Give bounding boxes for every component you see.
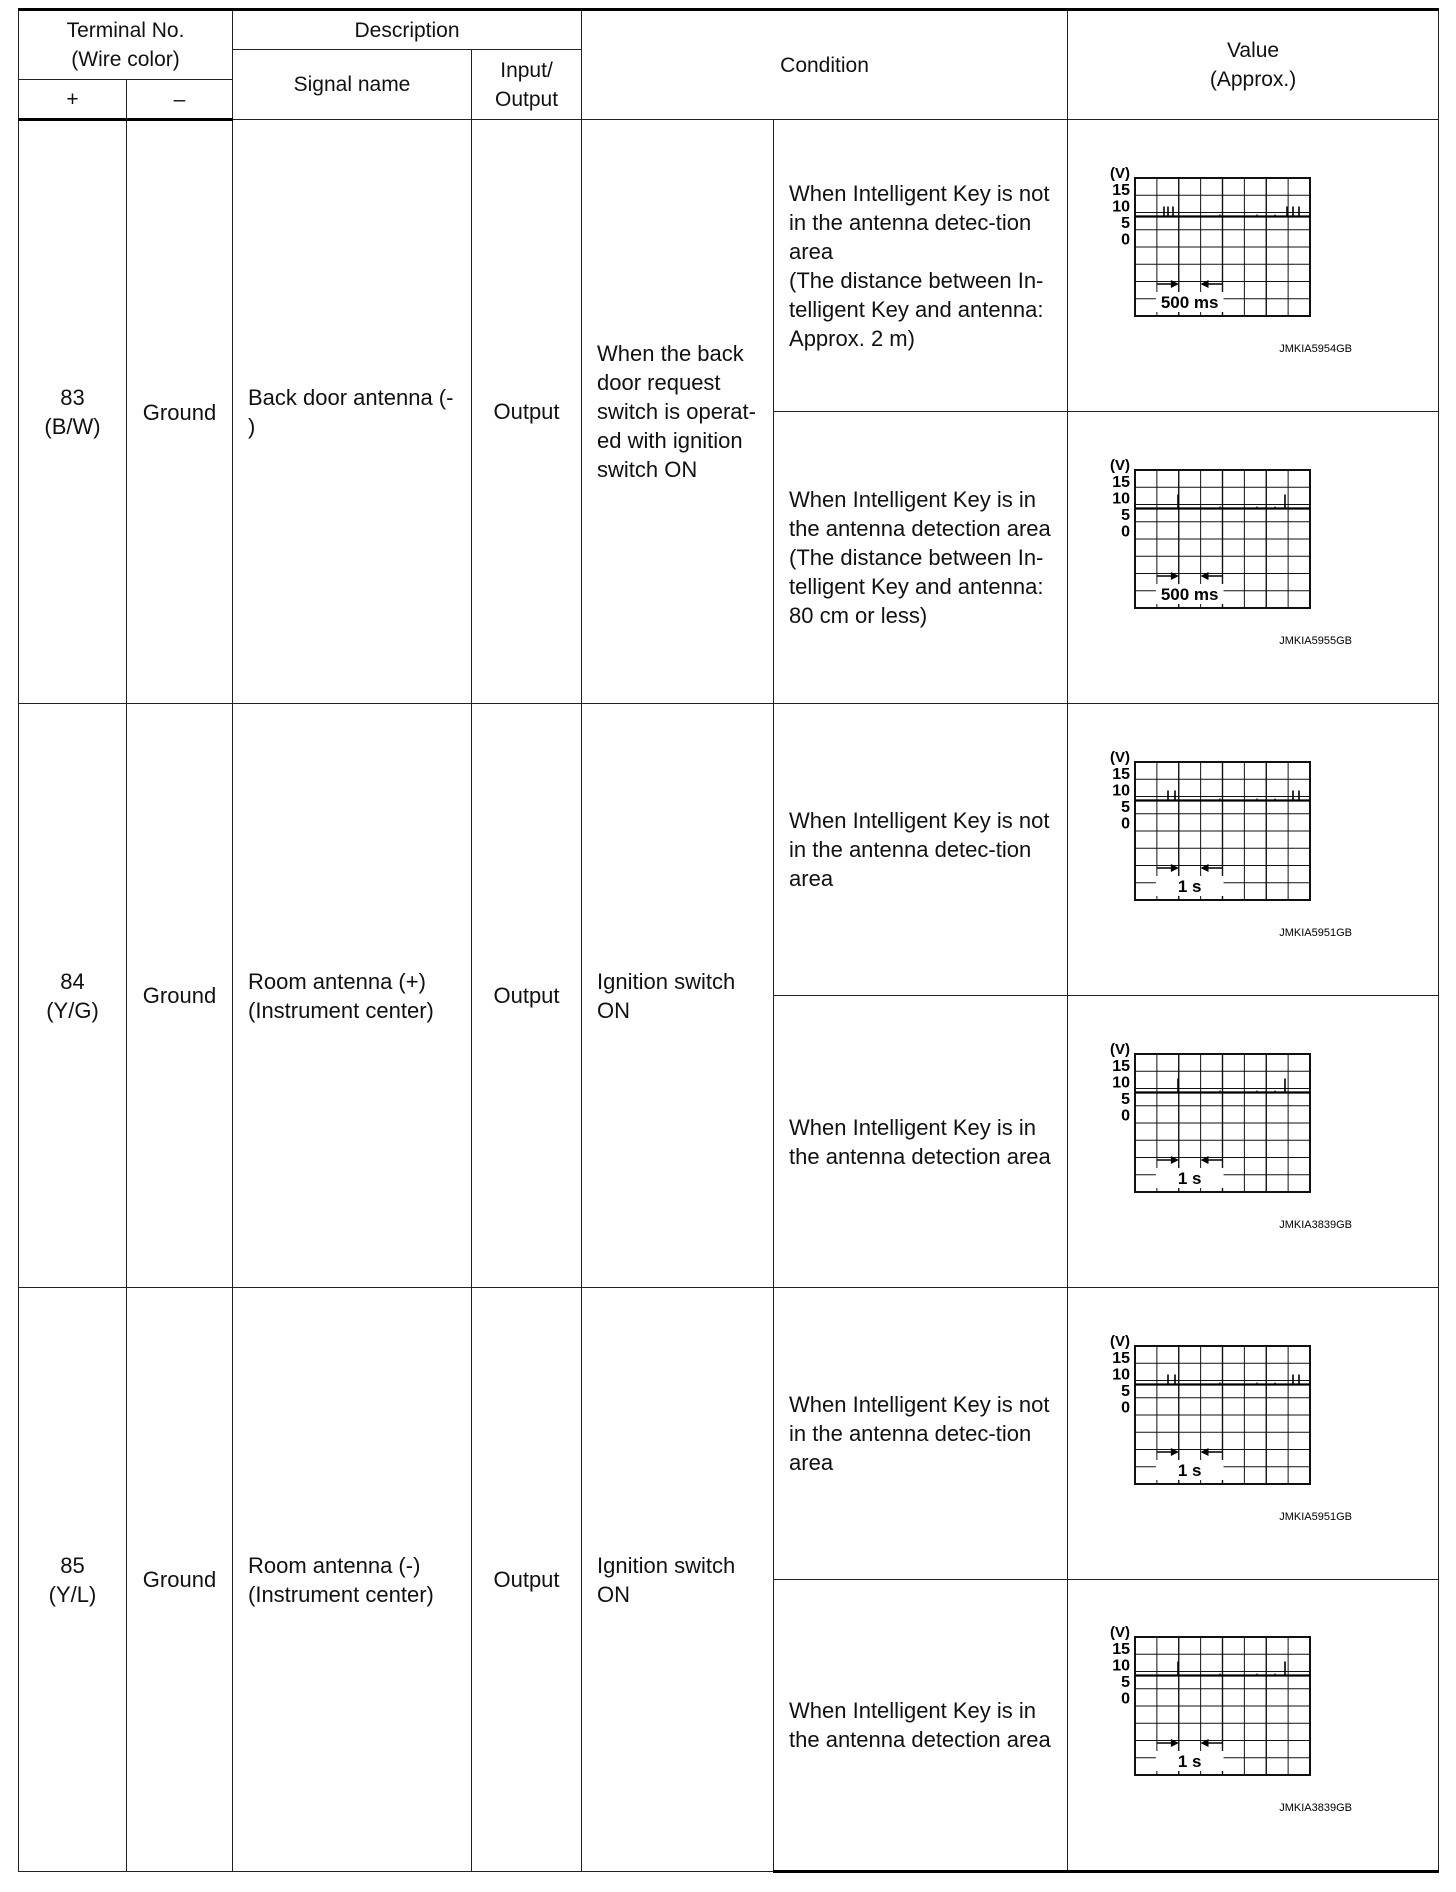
volt-label: (V): [1110, 1333, 1131, 1350]
main-condition: Ignition switch ON: [582, 704, 774, 1288]
terminal-spec-table: [18, 8, 1438, 1878]
volt-label: (V): [1110, 1041, 1131, 1058]
y-tick-label: 15: [1112, 473, 1131, 491]
header-terminal-no: Terminal No. (Wire color): [19, 10, 233, 80]
y-tick-label: 15: [1112, 765, 1131, 783]
table-row: [19, 1288, 1439, 1580]
ground-terminal: Ground: [127, 120, 233, 704]
volt-label: (V): [1110, 749, 1131, 766]
sub-condition: When Intelligent Key is not in the antenna detec-tion area: [774, 1288, 1068, 1580]
main-condition: Ignition switch ON: [582, 1288, 774, 1872]
y-tick-label: 0: [1121, 231, 1131, 248]
y-tick-label: 5: [1121, 1674, 1131, 1691]
waveform-cell: [1068, 996, 1439, 1288]
volt-label: (V): [1110, 1625, 1131, 1641]
time-scale-label: 500 ms: [1160, 584, 1219, 604]
y-tick-label: 5: [1121, 1382, 1131, 1400]
y-tick-label: 15: [1112, 1057, 1131, 1075]
time-scale-label: 500 ms: [1160, 292, 1219, 312]
ground-terminal: Ground: [127, 1288, 233, 1872]
volt-label: (V): [1110, 457, 1131, 474]
table-row: [19, 120, 1439, 412]
y-tick-label: 0: [1121, 1107, 1131, 1124]
y-tick-label: 0: [1121, 1690, 1131, 1708]
sub-condition: When Intelligent Key is in the antenna detection area: [774, 996, 1068, 1288]
signal-name: Back door antenna (- ): [233, 120, 472, 704]
sub-condition: When Intelligent Key is in the antenna detection area (The distance between In-telligent Key and antenna: 80 cm or less): [774, 412, 1068, 704]
terminal-number: 83 (B/W): [19, 120, 127, 704]
waveform-graph: [1110, 1334, 1410, 1534]
signal-name: Room antenna (+) (Instrument center): [233, 704, 472, 1288]
header-condition: Condition: [582, 10, 1068, 120]
waveform-cell: [1068, 704, 1439, 996]
waveform-cell: [1068, 120, 1439, 412]
sub-condition: When Intelligent Key is in the antenna detection area: [774, 1580, 1068, 1872]
terminal-number: 85 (Y/L): [19, 1288, 127, 1872]
y-tick-label: 10: [1112, 1366, 1131, 1383]
time-scale-label: 1 s: [1177, 876, 1202, 896]
y-tick-label: 0: [1121, 1399, 1131, 1416]
figure-code: JMKIA3839GB: [1279, 1802, 1353, 1814]
input-output: Output: [472, 704, 582, 1288]
waveform-graph: [1110, 1042, 1410, 1242]
ground-terminal: Ground: [127, 704, 233, 1288]
time-scale-label: 1 s: [1177, 1752, 1202, 1771]
y-tick-label: 5: [1121, 506, 1131, 524]
waveform-cell: [1068, 1580, 1439, 1872]
header-signal-name: Signal name: [233, 50, 472, 120]
time-scale-label: 1 s: [1177, 1168, 1202, 1188]
waveform-cell: [1068, 1288, 1439, 1580]
table-row: [19, 704, 1439, 996]
waveform-graph: [1110, 1625, 1410, 1825]
figure-code: JMKIA3839GB: [1279, 1218, 1353, 1231]
y-tick-label: 10: [1112, 490, 1131, 507]
input-output: Output: [472, 120, 582, 704]
y-tick-label: 0: [1121, 815, 1131, 832]
y-tick-label: 15: [1112, 181, 1131, 199]
header-value: Value (Approx.): [1068, 10, 1439, 120]
y-tick-label: 5: [1121, 798, 1131, 816]
main-condition: When the back door request switch is operat-ed with ignition switch ON: [582, 120, 774, 704]
waveform-graph: [1110, 458, 1410, 658]
header-description: Description: [233, 10, 582, 50]
terminal-number: 84 (Y/G): [19, 704, 127, 1288]
figure-code: JMKIA5951GB: [1279, 1510, 1353, 1523]
y-tick-label: 0: [1121, 523, 1131, 540]
header-minus: –: [127, 80, 233, 120]
y-tick-label: 15: [1112, 1349, 1131, 1367]
signal-name: Room antenna (-) (Instrument center): [233, 1288, 472, 1872]
header-input-output: Input/ Output: [472, 50, 582, 120]
figure-code: JMKIA5955GB: [1279, 634, 1353, 647]
input-output: Output: [472, 1288, 582, 1872]
y-tick-label: 5: [1121, 214, 1131, 232]
waveform-graph: [1110, 750, 1410, 950]
sub-condition: When Intelligent Key is not in the antenna detec-tion area (The distance between In-telligent Key and antenna: Approx. 2 m): [774, 120, 1068, 412]
y-tick-label: 10: [1112, 198, 1131, 215]
y-tick-label: 15: [1112, 1641, 1131, 1658]
waveform-cell: [1068, 412, 1439, 704]
figure-code: JMKIA5951GB: [1279, 926, 1353, 939]
figure-code: JMKIA5954GB: [1279, 342, 1353, 355]
time-scale-label: 1 s: [1177, 1460, 1202, 1480]
y-tick-label: 10: [1112, 1074, 1131, 1091]
volt-label: (V): [1110, 165, 1131, 182]
y-tick-label: 5: [1121, 1090, 1131, 1108]
y-tick-label: 10: [1112, 1657, 1131, 1675]
header-plus: +: [19, 80, 127, 120]
sub-condition: When Intelligent Key is not in the antenna detec-tion area: [774, 704, 1068, 996]
y-tick-label: 10: [1112, 782, 1131, 799]
waveform-graph: [1110, 166, 1410, 366]
